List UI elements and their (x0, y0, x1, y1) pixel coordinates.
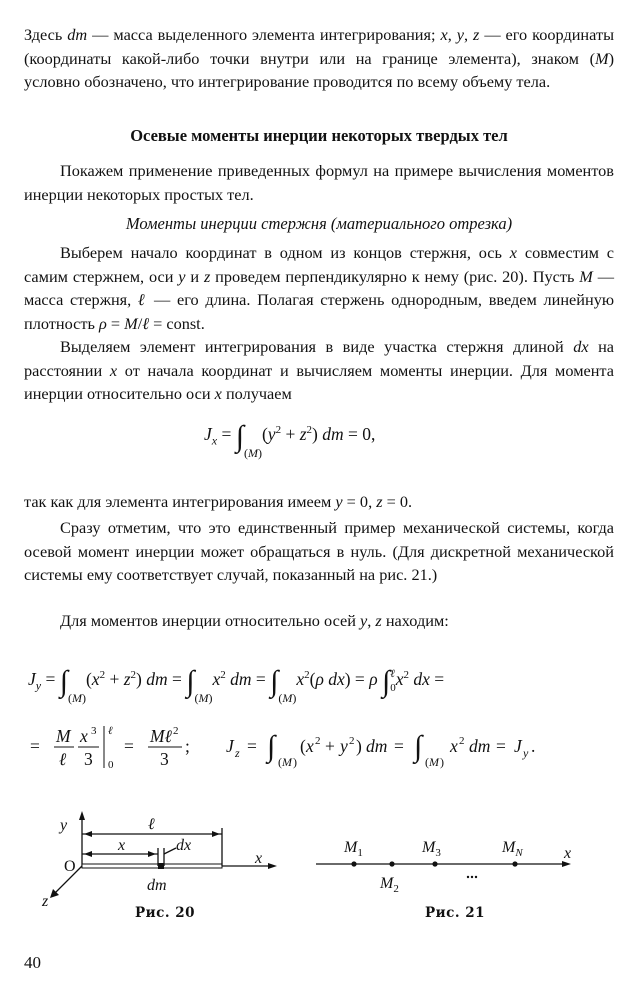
svg-text:=: = (124, 736, 134, 756)
label-y: y (60, 817, 68, 834)
label-m3: $M_3$ (422, 839, 441, 859)
equation-jx: $J_x = \int_{(M)}(y^2 + z^2)$ dm = 0, (204, 420, 376, 460)
svg-text:M: M (282, 755, 292, 769)
svg-text:.: . (531, 736, 536, 756)
label-x-axis: x (255, 850, 263, 867)
svg-text:Mℓ: Mℓ (150, 726, 172, 746)
svg-text:(: ( (300, 736, 306, 756)
svg-text:(: ( (278, 755, 282, 769)
label-dx: dx (176, 837, 192, 854)
svg-text:2: 2 (349, 735, 355, 747)
svg-text:=: = (394, 736, 404, 756)
svg-text:x: x (450, 736, 458, 756)
figure-21 (310, 830, 590, 900)
svg-text:2: 2 (459, 735, 465, 747)
label-m1: $M_1$ (344, 839, 363, 859)
svg-text:ℓ: ℓ (59, 749, 67, 769)
svg-text:=: = (247, 736, 257, 756)
label-z: z (42, 893, 49, 908)
svg-text:): ) (356, 736, 362, 756)
svg-text:): ) (293, 755, 297, 769)
label-mn: $M_N$ (502, 839, 523, 859)
equation-jy-line2-graphic (28, 722, 618, 772)
svg-text:M: M (429, 755, 439, 769)
label-x-dist: x (118, 837, 126, 854)
svg-text:(: ( (425, 755, 429, 769)
caption-fig21: Рис. 21 (425, 905, 486, 921)
svg-text:=: = (496, 736, 506, 756)
svg-text:3: 3 (91, 725, 97, 737)
svg-text:y: y (523, 746, 529, 760)
svg-text:dm: dm (366, 736, 388, 756)
svg-text:z: z (235, 746, 240, 760)
label-m2: $M_2$ (380, 875, 399, 895)
paragraph-definition: Здесь dm — масса выделенного элемента интегрирования; x, y, z — его координаты (координаты какой-либо точки внутри или на границе элемента), знаком (M) условно обозначено, что интегрирование проводится по всему объему тела. (24, 25, 615, 92)
svg-text:;: ; (185, 736, 190, 756)
svg-text:): ) (440, 755, 444, 769)
equation-jy-line1: $J_y = \int_{(M)}(x^2 + z^2)$ dm = $\int_{(M)}x^2$ dm = $\int_{(M)}x^2(\rho$ dx) = ρ ∫ℓ $0x^2$ dx = (28, 665, 445, 705)
svg-text:J: J (514, 736, 522, 756)
label-origin: O (64, 858, 76, 875)
point-m2 (389, 861, 394, 866)
svg-text:0: 0 (108, 759, 114, 771)
svg-text:x: x (306, 736, 314, 756)
label-l: ℓ (148, 816, 155, 833)
svg-text:3: 3 (160, 749, 169, 769)
figure-20 (36, 808, 286, 908)
label-dm: dm (147, 877, 167, 894)
point-m3 (432, 861, 437, 866)
svg-text:=: = (30, 736, 40, 756)
subsection-heading: Моменты инерции стержня (материального отрезка) (125, 214, 513, 233)
rod (82, 864, 222, 868)
svg-text:dm: dm (469, 736, 491, 756)
svg-text:x: x (80, 726, 88, 746)
svg-text:3: 3 (84, 749, 93, 769)
point-mn (512, 861, 517, 866)
caption-fig20: Рис. 20 (135, 905, 196, 921)
paragraph-element: Выделяем элемент интегрирования в виде участка стержня длиной dx на расстоянии x от начала координат и вычисляем моменты инерции. Для момента инерции относительно оси x получаем (24, 337, 615, 404)
svg-text:2: 2 (173, 725, 179, 737)
svg-text:2: 2 (315, 735, 321, 747)
paragraph-note: Сразу отметим, что это единственный пример механической системы, когда осевой момент инерции может обращаться в нуль. (Для дискретной механической системы ему соответствует случай, показанный на рис. 21.) (24, 518, 614, 585)
svg-text:∫: ∫ (414, 730, 423, 763)
svg-text:∫: ∫ (267, 730, 276, 763)
point-m1 (351, 861, 356, 866)
svg-text:J: J (226, 736, 234, 756)
paragraph-yz: Для моментов инерции относительно осей y, z находим: (60, 611, 449, 630)
page-number: 40 (24, 953, 41, 972)
paragraph-rod-setup: Выберем начало координат в одном из концов стержня, ось x совместим с самим стержнем, оси y и z проведем перпендикулярно к нему (рис. 20). Пусть M — масса стержня, ℓ — его длина. Полагая стержень однородным, введем линейную плотность ρ = M/ℓ = const. (24, 243, 614, 333)
svg-text:M: M (56, 726, 71, 746)
svg-text:+: + (325, 736, 335, 756)
svg-text:ℓ: ℓ (108, 725, 113, 737)
svg-text:y: y (340, 736, 348, 756)
section-heading: Осевые моменты инерции некоторых твердых тел (130, 126, 508, 145)
label-x-axis-21: x (564, 845, 572, 862)
paragraph-since: так как для элемента интегрирования имеем y = 0, z = 0. (24, 492, 413, 511)
paragraph-intro: Покажем применение приведенных формул на примере вычисления моментов инерции некоторых простых тел. (24, 161, 614, 204)
